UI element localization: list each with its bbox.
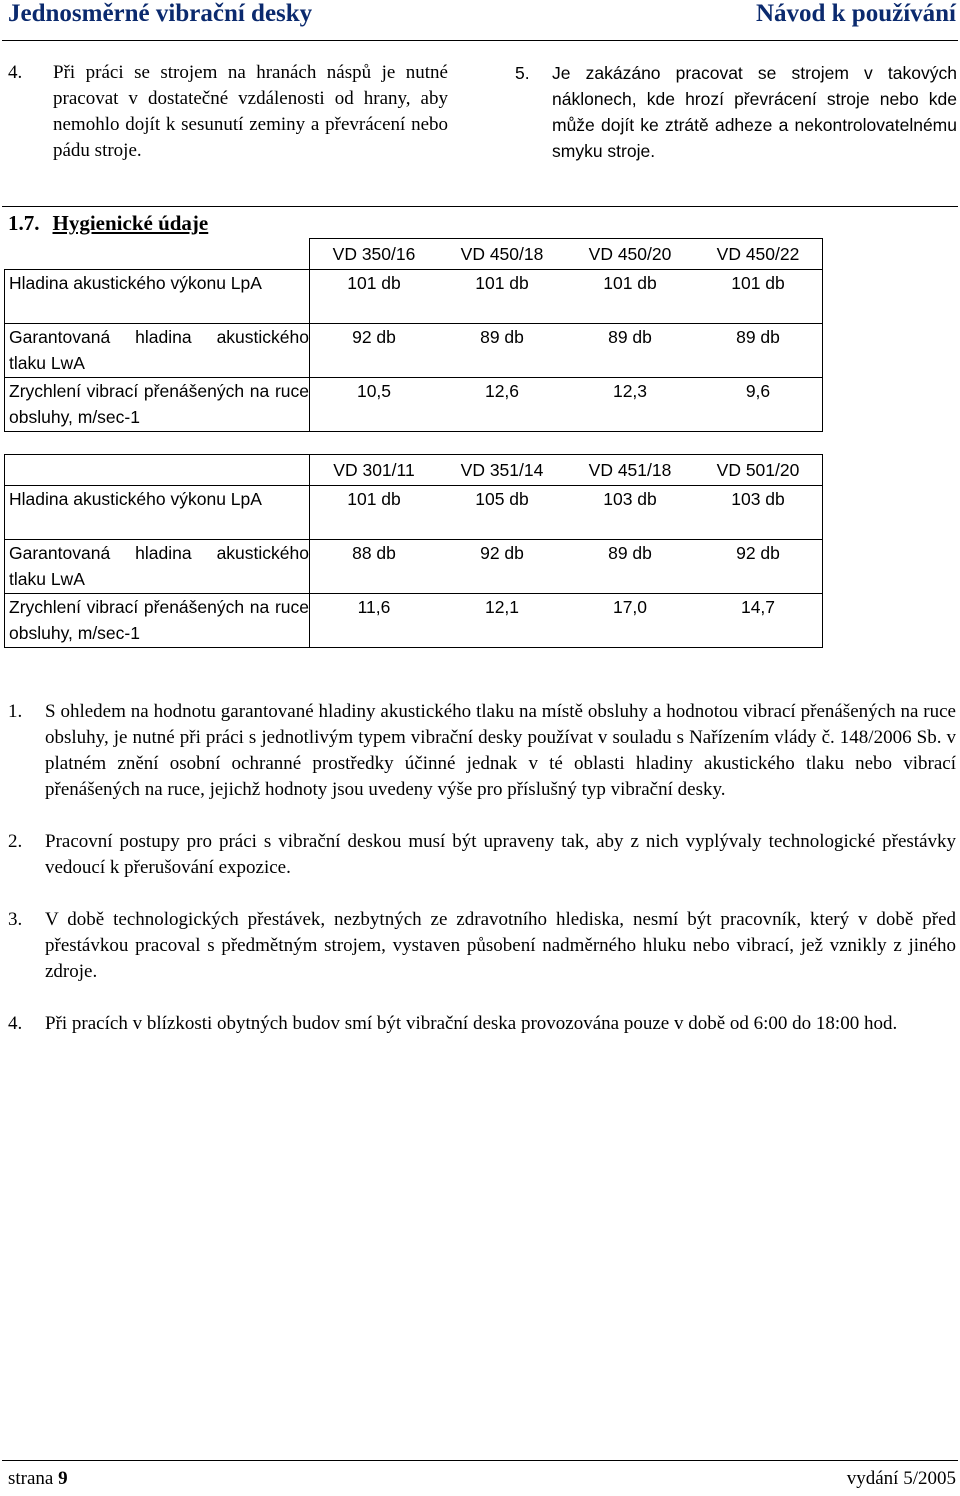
section-number: 1.7.: [8, 211, 40, 235]
table-cell: 9,6: [694, 378, 823, 432]
section-divider: [2, 206, 958, 207]
page-footer: [8, 1467, 956, 1491]
table-cell: 88 db: [310, 540, 439, 594]
table-cell: 12,3: [566, 378, 694, 432]
column-header: VD 451/18: [566, 455, 694, 486]
numbered-paragraphs: [8, 699, 956, 1063]
section-title: Hygienické údaje: [52, 211, 209, 235]
edition-label: vydání 5/2005: [846, 1468, 956, 1489]
page-header: [8, 0, 956, 30]
paragraph-item: [8, 829, 956, 881]
page-number: 9: [58, 1468, 68, 1489]
row-label: Hladina akustického výkonu LpA: [5, 486, 310, 540]
paragraph-item: [8, 907, 956, 985]
table-cell: 105 db: [438, 486, 566, 540]
table-cell: 101 db: [310, 486, 439, 540]
table-row: [5, 324, 823, 378]
paragraph-item: [8, 1011, 956, 1037]
section-heading: [8, 210, 208, 236]
row-label: Zrychlení vibrací přenášených na ruce obsluhy, m/sec-1: [5, 378, 310, 432]
table-cell: 92 db: [438, 540, 566, 594]
header-divider: [2, 40, 958, 41]
table-cell: 17,0: [566, 594, 694, 648]
table-cell: 89 db: [694, 324, 823, 378]
table-cell: 89 db: [566, 540, 694, 594]
column-header: VD 350/16: [310, 239, 439, 270]
row-label: Garantovaná hladina akustického tlaku LwA: [5, 324, 310, 378]
table-cell: 14,7: [694, 594, 823, 648]
table-cell: 12,1: [438, 594, 566, 648]
row-label: Garantovaná hladina akustického tlaku LwA: [5, 540, 310, 594]
table-row: [5, 270, 823, 324]
table-cell: 103 db: [566, 486, 694, 540]
column-header: VD 450/18: [438, 239, 566, 270]
paragraph-text: Při pracích v blízkosti obytných budov smí být vibrační deska provozována pouze v době od 6:00 do 18:00 hod.: [45, 1013, 898, 1034]
table-cell: 11,6: [310, 594, 439, 648]
paragraph-number: 4.: [8, 1013, 23, 1034]
table-cell: 89 db: [438, 324, 566, 378]
column-header: VD 450/22: [694, 239, 823, 270]
paragraph-text: Pracovní postupy pro práci s vibrační deskou musí být upraveny tak, aby z nich vyplývaly technologické přestávky vedoucí k přerušování expozice.: [45, 831, 956, 878]
top-item-left: [8, 60, 448, 164]
hygiene-table-1: [4, 238, 823, 432]
table-cell: 101 db: [694, 270, 823, 324]
table-row: [5, 486, 823, 540]
paragraph-number: 1.: [8, 701, 23, 722]
table-cell: 89 db: [566, 324, 694, 378]
hygiene-table-2: [4, 454, 823, 648]
column-header: VD 301/11: [310, 455, 439, 486]
table-cell: 10,5: [310, 378, 439, 432]
paragraph-number: 3.: [8, 909, 23, 930]
page-number-label: strana 9: [8, 1468, 68, 1489]
table-cell: 101 db: [566, 270, 694, 324]
table-row: [5, 594, 823, 648]
column-header: VD 450/20: [566, 239, 694, 270]
item-text: Je zakázáno pracovat se strojem v takových náklonech, kde hrozí převrácení stroje nebo kde může dojít ke ztrátě adheze a nekontrolovatelnému smyku stroje.: [552, 63, 957, 161]
item-text: Při práci se strojem na hranách náspů je nutné pracovat v dostatečné vzdálenosti od hrany, aby nemohlo dojít k sesunutí zeminy a převrácení nebo pádu stroje.: [53, 62, 448, 161]
table-cell: 12,6: [438, 378, 566, 432]
paragraph-item: [8, 699, 956, 803]
top-item-right: [515, 60, 957, 164]
table-cell: 92 db: [310, 324, 439, 378]
paragraph-number: 2.: [8, 831, 23, 852]
header-doc-type: Návod k používání: [755, 0, 956, 27]
footer-divider: [2, 1460, 958, 1461]
table-cell: 101 db: [438, 270, 566, 324]
paragraph-text: V době technologických přestávek, nezbytných ze zdravotního hlediska, nesmí být pracovník, který v době před přestávkou pracoval s předmětným strojem, vystaven působení nadměrného hluku nebo vibrací, jež vznikly z jiného zdroje.: [45, 909, 956, 982]
table-row: [5, 378, 823, 432]
paragraph-text: S ohledem na hodnotu garantované hladiny akustického tlaku na místě obsluhy a hodnotou vibrací přenášených na ruce obsluhy, je nutné při práci s jednotlivým typem vibrační desky používat v souladu s Nařízením vlády č. 148/2006 Sb. v platném znění osobní ochranné prostředky účinné jednak v té oblasti hladiny akustického tlaku nebo vibrací přenášených na ruce, jejichž hodnoty jsou uvedeny výše pro příslušný typ vibrační desky.: [45, 701, 956, 800]
item-number: 4.: [8, 62, 23, 83]
table-cell: 101 db: [310, 270, 439, 324]
row-label: Zrychlení vibrací přenášených na ruce obsluhy, m/sec-1: [5, 594, 310, 648]
table-row: [5, 540, 823, 594]
item-number: 5.: [515, 63, 530, 83]
row-label: Hladina akustického výkonu LpA: [5, 270, 310, 324]
column-header: VD 351/14: [438, 455, 566, 486]
table-cell: 92 db: [694, 540, 823, 594]
column-header: VD 501/20: [694, 455, 823, 486]
table-cell: 103 db: [694, 486, 823, 540]
header-title: Jednosměrné vibrační desky: [8, 0, 313, 27]
